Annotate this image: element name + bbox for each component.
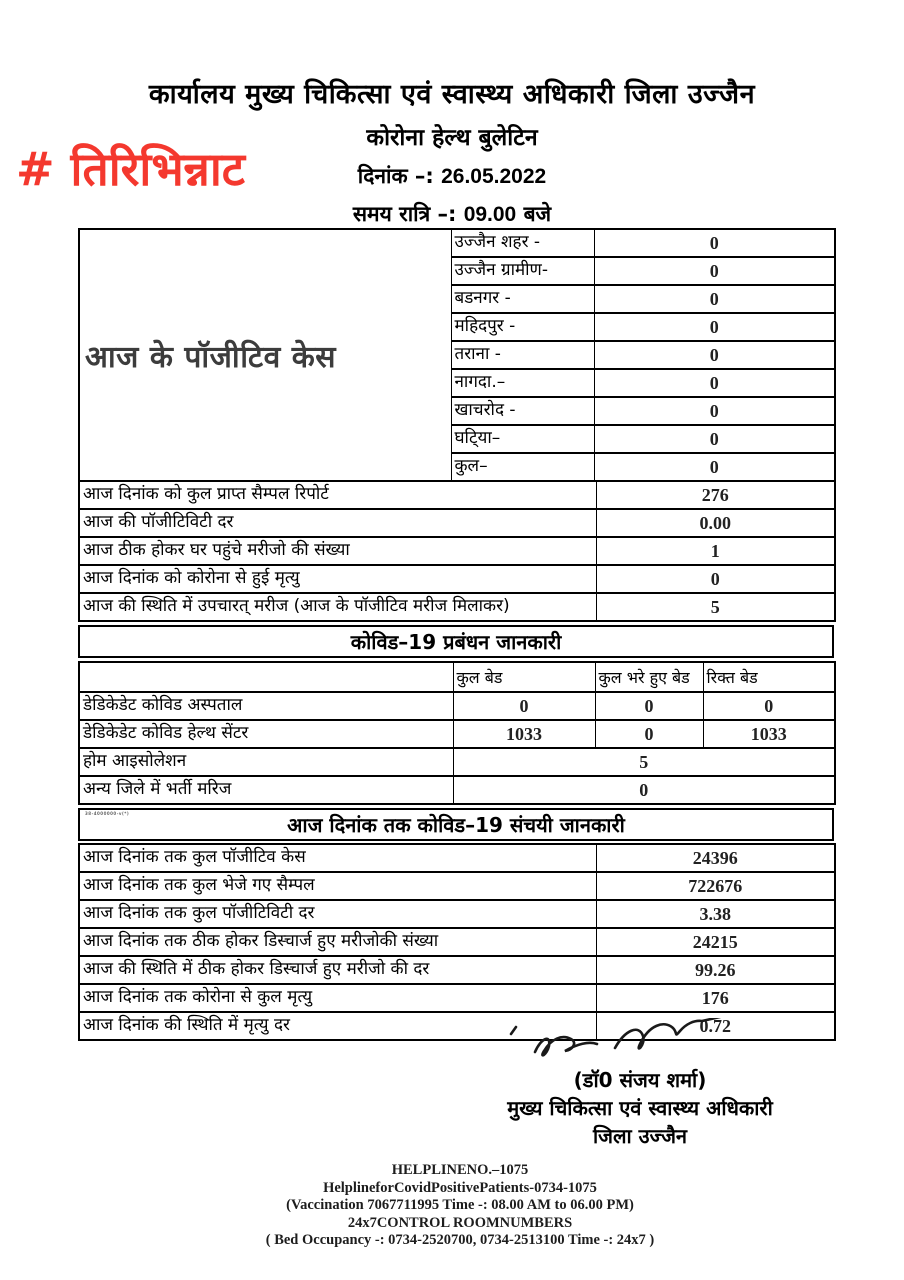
date-label: दिनांक –: — [357, 164, 434, 188]
helpline-line: (Vaccination 7067711995 Time -: 08.00 AM to 06.00 PM) — [286, 1197, 634, 1213]
cumulative-title-text: आज दिनांक तक कोविड–19 संचयी जानकारी — [287, 813, 625, 837]
cumulative-value: 176 — [596, 984, 835, 1012]
table-row — [79, 509, 835, 537]
today-cases-table — [78, 228, 836, 482]
table-row — [79, 537, 835, 565]
table-row — [79, 720, 835, 748]
signature-scribble — [505, 1018, 735, 1070]
total-beds-header: कुल बेड — [453, 662, 595, 692]
cumulative-value: 0.72 — [596, 1012, 835, 1040]
vacant-beds-value: 0 — [703, 692, 835, 720]
helpline-footer — [0, 1162, 904, 1250]
helpline-line: HELPLINENO.–1075 — [391, 1162, 529, 1178]
time-line — [0, 200, 904, 228]
helpline-line: HelplineforCovidPositivePatients-0734-1075 — [323, 1179, 597, 1196]
table-row — [79, 956, 835, 984]
vacant-beds-header: रिक्त बेड — [703, 662, 835, 692]
area-label: नागदा.– — [451, 369, 594, 397]
helpline-line: ( Bed Occupancy -: 0734-2520700, 0734-2513100 Time -: 24x7 ) — [265, 1232, 655, 1248]
stat-value: 0.00 — [596, 509, 835, 537]
cumulative-value: 24396 — [596, 844, 835, 872]
area-label: तराना - — [451, 341, 594, 369]
table-row — [79, 900, 835, 928]
area-label: उज्जैन शहर - — [451, 229, 594, 257]
table-row — [79, 565, 835, 593]
beds-empty-header — [79, 662, 453, 692]
cumulative-header — [78, 808, 834, 841]
area-value: 0 — [594, 453, 835, 481]
micro-print: 38-4000000-v(*) — [85, 811, 130, 816]
total-beds-value: 0 — [453, 692, 595, 720]
occupied-beds-header: कुल भरे हुए बेड — [595, 662, 703, 692]
table-row — [79, 229, 835, 257]
cumulative-label: आज की स्थिति में ठीक होकर डिस्चार्ज हुए मरीजो की दर — [79, 956, 596, 984]
signatory-block — [470, 1066, 810, 1150]
other-district-value: 0 — [453, 776, 835, 804]
signatory-name: (डॉ0 संजय शर्मा) — [573, 1068, 707, 1092]
cumulative-value: 99.26 — [596, 956, 835, 984]
area-label: घटि्या– — [451, 425, 594, 453]
signatory-designation: मुख्य चिकित्सा एवं स्वास्थ्य अधिकारी — [507, 1096, 773, 1120]
management-title: कोविड–19 प्रबंधन जानकारी — [79, 626, 833, 657]
management-header — [78, 625, 834, 658]
occupied-beds-value: 0 — [595, 720, 703, 748]
stat-label: आज ठीक होकर घर पहुंचे मरीजो की संख्या — [79, 537, 596, 565]
isolation-label: होम आइसोलेशन — [79, 748, 453, 776]
time-value: 09.00 — [463, 203, 517, 226]
cumulative-value: 3.38 — [596, 900, 835, 928]
other-district-label: अन्य जिले में भर्ती मरिज — [79, 776, 453, 804]
time-label: समय रात्रि –: — [352, 202, 457, 226]
isolation-value: 5 — [453, 748, 835, 776]
facility-label: डेडिकेडेट कोविड हेल्थ सेंटर — [79, 720, 453, 748]
today-stats-table — [78, 480, 836, 622]
beds-table — [78, 661, 836, 749]
table-row — [79, 872, 835, 900]
table-row — [79, 984, 835, 1012]
area-label: कुल– — [451, 453, 594, 481]
hashtag-watermark: # तिरिभिन्नाट — [16, 142, 245, 196]
signatory-district: जिला उज्जैन — [592, 1124, 688, 1148]
cumulative-table — [78, 843, 836, 1041]
vacant-beds-value: 1033 — [703, 720, 835, 748]
area-label: उज्जैन ग्रामीण- — [451, 257, 594, 285]
table-row — [79, 776, 835, 804]
facility-label: डेडिकेडेट कोविड अस्पताल — [79, 692, 453, 720]
cumulative-label: आज दिनांक तक कोरोना से कुल मृत्यु — [79, 984, 596, 1012]
date-value: 26.05.2022 — [441, 165, 547, 188]
area-value: 0 — [594, 369, 835, 397]
area-value: 0 — [594, 425, 835, 453]
tables-area — [78, 228, 834, 1041]
office-title: कार्यालय मुख्य चिकित्सा एवं स्वास्थ्य अधिकारी जिला उज्जैन — [148, 79, 756, 110]
today-cases-title: आज के पॉजीटिव केस — [79, 229, 451, 481]
table-row — [79, 844, 835, 872]
table-row — [79, 928, 835, 956]
stat-value: 5 — [596, 593, 835, 621]
total-beds-value: 1033 — [453, 720, 595, 748]
cumulative-value: 722676 — [596, 872, 835, 900]
area-value: 0 — [594, 257, 835, 285]
cumulative-label: आज दिनांक की स्थिति में मृत्यु दर — [79, 1012, 596, 1040]
table-header-row — [79, 662, 835, 692]
area-label: महिदपुर - — [451, 313, 594, 341]
stat-label: आज की स्थिति में उपचारत् मरीज (आज के पॉजीटिव मरीज मिलाकर) — [79, 593, 596, 621]
cumulative-label: आज दिनांक तक कुल पॉजीटिविटी दर — [79, 900, 596, 928]
stat-label: आज दिनांक को कोरोना से हुई मृत्यु — [79, 565, 596, 593]
table-row — [79, 593, 835, 621]
cumulative-value: 24215 — [596, 928, 835, 956]
area-value: 0 — [594, 285, 835, 313]
area-value: 0 — [594, 229, 835, 257]
stat-label: आज की पॉजीटिविटी दर — [79, 509, 596, 537]
table-row — [79, 481, 835, 509]
cumulative-title — [79, 809, 833, 840]
stat-value: 276 — [596, 481, 835, 509]
cumulative-label: आज दिनांक तक कुल भेजे गए सैम्पल — [79, 872, 596, 900]
helpline-line: 24x7CONTROL ROOMNUMBERS — [347, 1214, 573, 1231]
area-label: खाचरोद - — [451, 397, 594, 425]
area-label: बडनगर - — [451, 285, 594, 313]
occupied-beds-value: 0 — [595, 692, 703, 720]
stat-label: आज दिनांक को कुल प्राप्त सैम्पल रिपोर्ट — [79, 481, 596, 509]
stat-value: 0 — [596, 565, 835, 593]
isolation-table — [78, 747, 836, 805]
cumulative-label: आज दिनांक तक कुल पॉजीटिव केस — [79, 844, 596, 872]
area-value: 0 — [594, 397, 835, 425]
stat-value: 1 — [596, 537, 835, 565]
time-suffix: बजे — [523, 202, 552, 226]
cumulative-label: आज दिनांक तक ठीक होकर डिस्चार्ज हुए मरीजोकी संख्या — [79, 928, 596, 956]
table-row — [79, 692, 835, 720]
bulletin-subtitle: कोरोना हेल्थ बुलेटिन — [366, 125, 538, 151]
bulletin-header — [0, 74, 904, 228]
table-row — [79, 748, 835, 776]
area-value: 0 — [594, 341, 835, 369]
date-line — [0, 162, 904, 190]
area-value: 0 — [594, 313, 835, 341]
